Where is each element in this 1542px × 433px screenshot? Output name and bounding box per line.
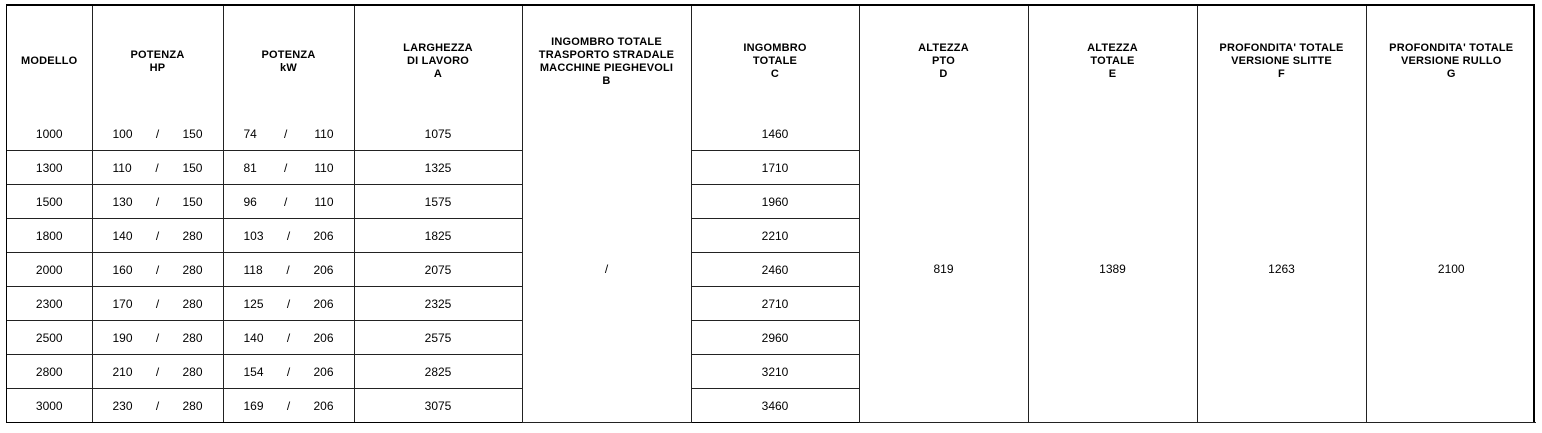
range-separator: / xyxy=(286,296,291,311)
cell-ingombro-totale: 3210 xyxy=(691,355,859,389)
cell-larghezza: 2575 xyxy=(354,321,522,355)
range-separator: / xyxy=(283,160,288,175)
cell-hp xyxy=(92,253,223,287)
range-separator: / xyxy=(155,364,160,379)
cell-modello: 2000 xyxy=(7,253,92,287)
range-separator: / xyxy=(155,160,159,175)
cell-kw xyxy=(223,355,354,389)
cell-kw xyxy=(223,185,354,219)
header-altezza-totale: ALTEZZA TOTALE E xyxy=(1028,6,1197,117)
cell-larghezza: 1575 xyxy=(354,185,522,219)
kw-min: 103 xyxy=(243,228,264,243)
cell-hp xyxy=(92,151,223,185)
range-separator: / xyxy=(286,262,290,277)
hp-max: 150 xyxy=(182,194,203,209)
cell-modello: 1800 xyxy=(7,219,92,253)
hp-min: 190 xyxy=(112,330,133,345)
cell-altezza-pto: 819 xyxy=(859,117,1028,422)
spec-table xyxy=(7,6,1536,423)
cell-kw xyxy=(223,151,354,185)
hp-max: 280 xyxy=(182,228,203,243)
hp-max: 280 xyxy=(182,364,203,379)
range-separator: / xyxy=(155,194,160,209)
cell-kw xyxy=(223,219,354,253)
cell-modello: 2300 xyxy=(7,287,92,321)
kw-max: 206 xyxy=(313,262,334,277)
cell-modello: 1000 xyxy=(7,117,92,151)
cell-altezza-totale: 1389 xyxy=(1028,117,1197,422)
cell-larghezza: 1075 xyxy=(354,117,522,151)
kw-min: 125 xyxy=(243,296,264,311)
cell-kw xyxy=(223,117,354,151)
kw-min: 74 xyxy=(243,126,257,141)
hp-max: 150 xyxy=(182,126,203,141)
header-profondita-slitte: PROFONDITA' TOTALE VERSIONE SLITTE F xyxy=(1197,6,1366,117)
hp-max: 150 xyxy=(182,160,203,175)
range-separator: / xyxy=(286,398,291,413)
kw-min: 96 xyxy=(243,194,257,209)
cell-larghezza: 2075 xyxy=(354,253,522,287)
range-separator: / xyxy=(155,330,160,345)
range-separator: / xyxy=(283,194,288,209)
cell-hp xyxy=(92,389,223,423)
hp-min: 210 xyxy=(112,364,133,379)
kw-min: 154 xyxy=(243,364,264,379)
header-potenza-hp: POTENZA HP xyxy=(92,6,223,117)
cell-kw xyxy=(223,389,354,423)
cell-ingombro-totale: 2960 xyxy=(691,321,859,355)
cell-modello: 1300 xyxy=(7,151,92,185)
cell-hp xyxy=(92,219,223,253)
header-ingombro-totale: INGOMBRO TOTALE C xyxy=(691,6,859,117)
cell-ingombro-totale: 1710 xyxy=(691,151,859,185)
cell-ingombro-totale: 2710 xyxy=(691,287,859,321)
cell-ingombro-totale: 1960 xyxy=(691,185,859,219)
hp-min: 230 xyxy=(112,398,133,413)
hp-max: 280 xyxy=(182,296,203,311)
header-potenza-kw: POTENZA kW xyxy=(223,6,354,117)
table-body xyxy=(7,117,1536,422)
kw-max: 206 xyxy=(313,398,334,413)
cell-kw xyxy=(223,321,354,355)
range-separator: / xyxy=(283,126,288,141)
cell-ingombro-totale: 2460 xyxy=(691,253,859,287)
kw-max: 110 xyxy=(314,160,334,175)
header-profondita-rullo: PROFONDITA' TOTALE VERSIONE RULLO G xyxy=(1366,6,1536,117)
cell-larghezza: 3075 xyxy=(354,389,522,423)
kw-max: 206 xyxy=(313,228,334,243)
cell-modello: 1500 xyxy=(7,185,92,219)
spec-table-frame xyxy=(6,4,1535,423)
cell-larghezza: 2825 xyxy=(354,355,522,389)
cell-ingombro-totale: 3460 xyxy=(691,389,859,423)
hp-min: 140 xyxy=(112,228,133,243)
cell-larghezza: 1325 xyxy=(354,151,522,185)
cell-ingombro-totale: 2210 xyxy=(691,219,859,253)
cell-modello: 2800 xyxy=(7,355,92,389)
cell-larghezza: 1825 xyxy=(354,219,522,253)
range-separator: / xyxy=(155,296,160,311)
kw-max: 110 xyxy=(314,126,334,141)
cell-modello: 3000 xyxy=(7,389,92,423)
hp-min: 130 xyxy=(112,194,133,209)
cell-hp xyxy=(92,117,223,151)
range-separator: / xyxy=(286,364,291,379)
cell-modello: 2500 xyxy=(7,321,92,355)
kw-max: 206 xyxy=(313,364,334,379)
hp-min: 160 xyxy=(112,262,133,277)
header-ingombro-trasporto: INGOMBRO TOTALE TRASPORTO STRADALE MACCHINE PIEGHEVOLI B xyxy=(522,6,691,117)
header-row xyxy=(7,6,1536,117)
cell-kw xyxy=(223,287,354,321)
range-separator: / xyxy=(286,228,291,243)
cell-kw xyxy=(223,253,354,287)
header-larghezza: LARGHEZZA DI LAVORO A xyxy=(354,6,522,117)
cell-hp xyxy=(92,355,223,389)
hp-min: 170 xyxy=(112,296,133,311)
kw-min: 169 xyxy=(243,398,264,413)
cell-hp xyxy=(92,185,223,219)
header-modello: MODELLO xyxy=(7,6,92,117)
hp-max: 280 xyxy=(182,398,203,413)
cell-profondita-slitte: 1263 xyxy=(1197,117,1366,422)
hp-max: 280 xyxy=(182,262,203,277)
kw-max: 110 xyxy=(314,194,334,209)
range-separator: / xyxy=(155,398,160,413)
kw-min: 81 xyxy=(243,160,257,175)
hp-min: 100 xyxy=(112,126,133,141)
cell-ingombro-totale: 1460 xyxy=(691,117,859,151)
cell-hp xyxy=(92,287,223,321)
range-separator: / xyxy=(155,126,160,141)
kw-min: 140 xyxy=(243,330,264,345)
kw-max: 206 xyxy=(313,296,334,311)
table-row xyxy=(7,117,1536,151)
hp-min: 110 xyxy=(112,160,132,175)
range-separator: / xyxy=(155,262,160,277)
kw-min: 118 xyxy=(243,262,263,277)
cell-ingombro-trasporto: / xyxy=(522,117,691,422)
cell-hp xyxy=(92,321,223,355)
range-separator: / xyxy=(286,330,291,345)
cell-larghezza: 2325 xyxy=(354,287,522,321)
range-separator: / xyxy=(155,228,160,243)
cell-profondita-rullo: 2100 xyxy=(1366,117,1536,422)
hp-max: 280 xyxy=(182,330,203,345)
kw-max: 206 xyxy=(313,330,334,345)
header-altezza-pto: ALTEZZA PTO D xyxy=(859,6,1028,117)
